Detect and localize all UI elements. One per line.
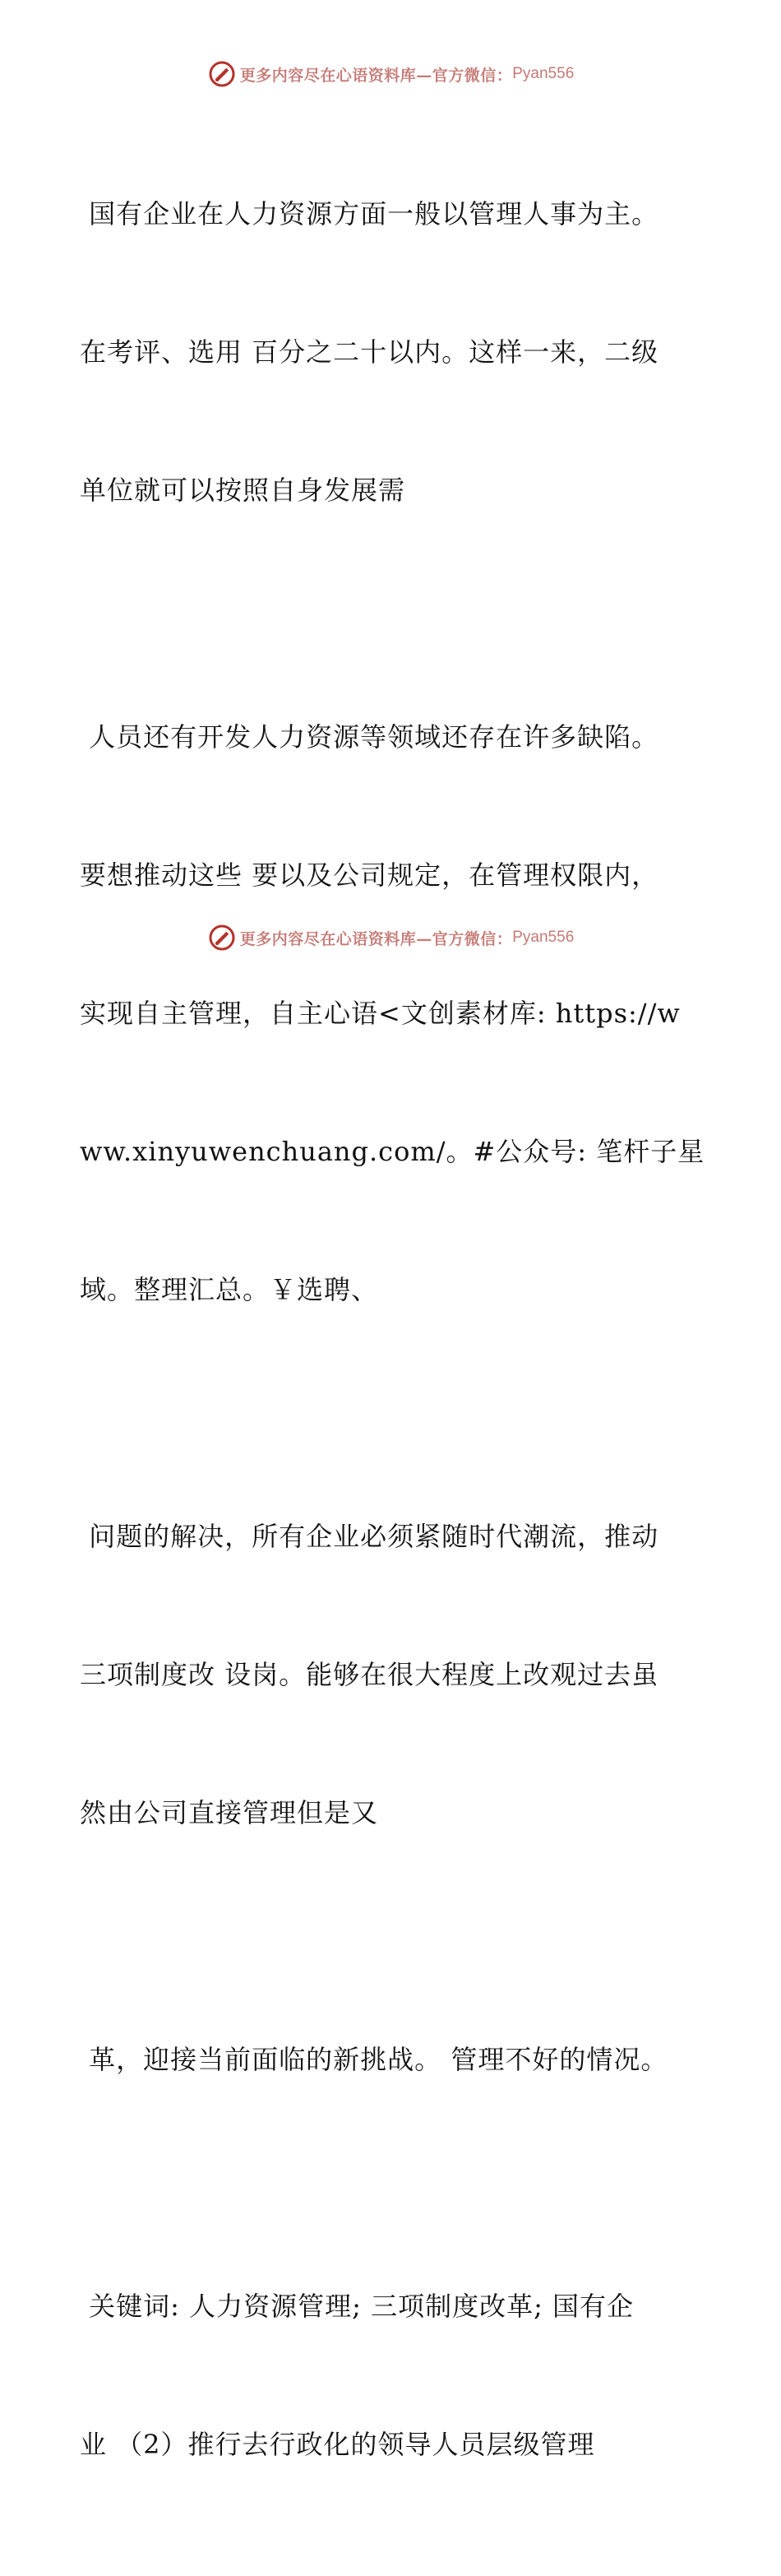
banner-text: 更多内容尽在心语资料库—官方微信：: [239, 929, 513, 948]
header-banner: [0, 58, 781, 90]
footer-banner: [0, 921, 781, 954]
paragraph-1: [80, 99, 721, 605]
text-line: 问题的解决，所有企业必须紧随时代潮流，推动: [80, 1521, 659, 1552]
paragraph-keywords: [80, 2191, 721, 2560]
text-line: 然由公司直接管理但是又: [80, 1797, 379, 1828]
text-line: 在考评、选用 百分之二十以内。这样一来，二级: [80, 336, 659, 368]
banner-wechat-id: Pyan556: [512, 65, 575, 82]
paragraph-4: [80, 1944, 721, 2175]
text-line: 单位就可以按照自身发展需: [80, 475, 406, 506]
text-line: 人员还有开发人力资源等领域还存在许多缺陷。: [80, 721, 659, 753]
text-line: 革，迎接当前面临的新挑战。 管理不好的情况。: [80, 2044, 668, 2075]
text-line: 关键词: 人力资源管理; 三项制度改革; 国有企: [80, 2291, 635, 2322]
banner-text: 更多内容尽在心语资料库—官方微信：: [239, 66, 513, 85]
logo-icon: [207, 59, 237, 89]
paragraph-3: [80, 1421, 721, 1928]
logo-icon: [207, 923, 237, 952]
document-body: [80, 99, 721, 2576]
text-line: 国有企业在人力资源方面一般以管理人事为主。: [80, 198, 659, 229]
text-line: 要想推动这些 要以及公司规定，在管理权限内，: [80, 859, 659, 891]
text-line: 实现自主管理，自主心语<文创素材库: https://w: [80, 998, 681, 1029]
text-line: 业 （2）推行去行政化的领导人员层级管理: [80, 2429, 595, 2460]
text-line: 三项制度改 设岗。能够在很大程度上改观过去虽: [80, 1659, 659, 1690]
text-line: ww.xinyuwenchuang.com/。#公众号: 笔杆子星: [80, 1136, 705, 1167]
text-line: 域。整理汇总。￥选聘、: [80, 1274, 379, 1305]
banner-wechat-id: Pyan556: [512, 929, 575, 946]
paragraph-2: [80, 622, 721, 1405]
